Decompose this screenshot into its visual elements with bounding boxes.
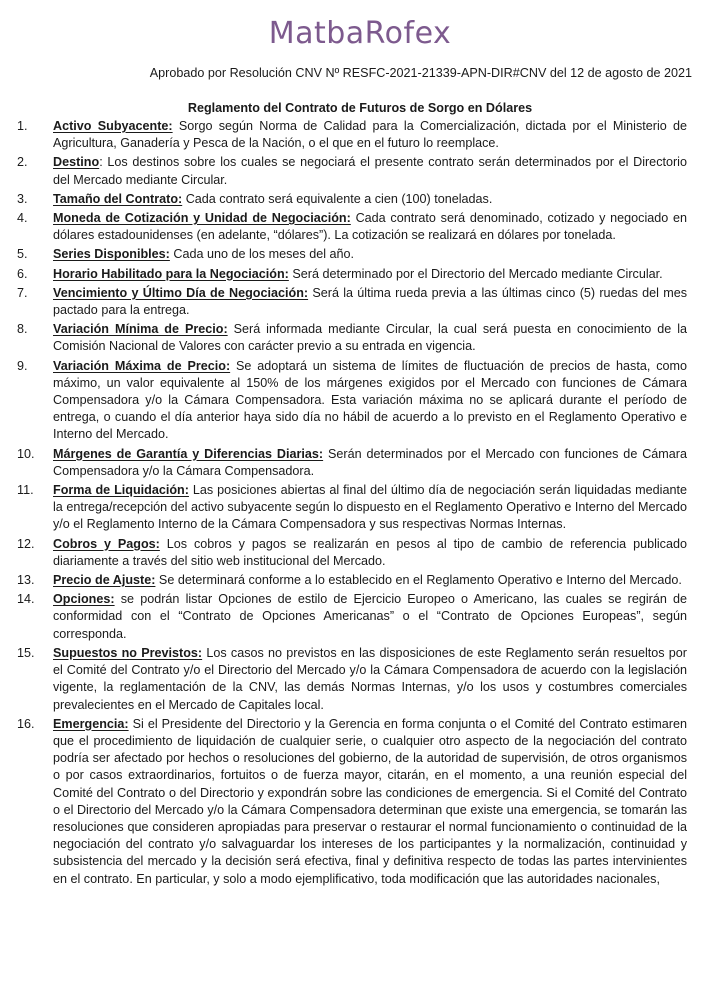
item-text <box>53 246 687 263</box>
item-number: 1. <box>17 119 28 133</box>
list-item <box>0 645 720 714</box>
item-body: Se adoptará un sistema de límites de fluctuación de precios de hasta, como máximo, un valor equivalente al 150% de los márgenes exigidos por el Mercado con funciones de Cámara Compensadora y/o la Cámara Compensadora. Esta variación máxima no se aplicará durante el período de entrega, o cuando el día anterior haya sido día no hábil de acuerdo a lo previsto en el Reglamento Operativo e Interno del Mercado. <box>53 358 687 442</box>
item-term: Vencimiento y Último Día de Negociación: <box>53 285 309 300</box>
item-body: Sorgo según Norma de Calidad para la Comercialización, dictada por el Ministerio de Agricultura, Ganadería y Pesca de la Nación, o el que en el futuro lo reemplace. <box>53 119 688 151</box>
list-item <box>0 154 720 188</box>
item-term: Precio de Ajuste: <box>53 573 156 588</box>
item-term: Opciones: <box>53 592 115 607</box>
item-body: Se determinará conforme a lo establecido en el Reglamento Operativo e Interno del Mercado. <box>155 573 682 588</box>
item-body: Serán determinados por el Mercado con funciones de Cámara Compensadora y/o la Cámara Compensadora. <box>53 446 687 478</box>
item-text <box>53 482 687 534</box>
item-term: Horario Habilitado para la Negociación: <box>53 266 289 281</box>
list-item <box>0 246 720 263</box>
item-body: Los casos no previstos en las disposiciones de este Reglamento serán resueltos por el Comité del Contrato y/o el Directorio del Mercado y/o la Cámara Compensadora de acuerdo con la legislación vigente, la reglamentación de la CNV, las demás Normas Internas, y/o los usos y costumbres comerciales prevalecientes en el Mercado de Capitales local. <box>53 645 687 712</box>
item-body: Será determinado por el Directorio del Mercado mediante Circular. <box>288 266 663 281</box>
item-number: 5. <box>17 247 28 262</box>
item-number: 2. <box>17 155 28 170</box>
list-item <box>0 716 720 888</box>
item-body: Si el Presidente del Directorio y la Gerencia en forma conjunta o el Comité del Contrato estimaren que el procedimiento de liquidación de cualquier serie, o cualquier otro aspecto de la negociación del contrato podría ser afectado por hechos o resoluciones del gobierno, de la autoridad de supervisión, de otros organismos o por casos extraordinarios, fortuitos o de fuerza mayor, citarán, en el momento, a una reunión especial del Comité del Contrato o del Directorio y expondrán sobre las condiciones de emergencia. Si el Comité del Contrato o el Directorio del Mercado y/o la Cámara Compensadora determinan que existe una emergencia, se tomarán las resoluciones que consideren apropiadas para preservar o restaurar el normal funcionamiento o continuidad de la negociación del contrato y/o salvaguardar los intereses de los participantes y la normalización, continuidad y subsistencia del mercado y la decisión será efectiva, final y definitiva respecto de todas las partes intervinientes en el contrato. En particular, y solo a modo ejemplificativo, toda modificación que las autoridades nacionales, <box>53 716 687 886</box>
item-number: 8. <box>17 322 28 337</box>
item-text <box>53 645 687 714</box>
item-number: 12. <box>17 536 35 551</box>
approval-note: Aprobado por Resolución CNV Nº RESFC-2021-21339-APN-DIR#CNV del 12 de agosto de 2021 <box>149 66 692 80</box>
item-text <box>53 285 687 319</box>
item-body: se podrán listar Opciones de estilo de Ejercicio Europeo o Americano, las cuales se regirán de conformidad con el “Contrato de Opciones Americanas” o el “Contrato de Opciones Europeas”, según corresponda. <box>53 592 687 641</box>
list-item <box>0 591 720 643</box>
item-text <box>53 118 687 152</box>
item-text <box>53 358 687 444</box>
item-term: Activo Subyacente: <box>53 119 173 133</box>
list-item <box>0 482 720 534</box>
item-body: Cada uno de los meses del año. <box>169 247 355 262</box>
item-term: Moneda de Cotización y Unidad de Negociación: <box>53 211 351 226</box>
item-body: Será la última rueda previa a las últimas cinco (5) ruedas del mes pactado para la entrega. <box>53 285 687 318</box>
item-text <box>53 446 687 480</box>
list-item <box>0 266 720 283</box>
item-number: 9. <box>17 358 28 373</box>
list-item <box>0 118 720 152</box>
list-item <box>0 210 720 244</box>
item-term: Forma de Liquidación: <box>53 483 189 498</box>
item-term: Variación Máxima de Precio: <box>53 358 231 373</box>
list-item <box>0 446 720 480</box>
regulation-list <box>0 118 720 890</box>
item-body: Será informada mediante Circular, la cual será puesta en conocimiento de la Comisión Nacional de Valores con carácter previo a su entrada en vigencia. <box>53 322 687 354</box>
matbarofex-logo <box>0 16 720 52</box>
item-text <box>53 210 687 244</box>
item-body: Las posiciones abiertas al final del último día de negociación serán liquidadas mediante la entrega/recepción del activo subyacente según lo dispuesto en el Reglamento Operativo e Interno del Mercado y/o el Reglamento Interno de la Cámara Compensadora y sus respectivas Normas Internas. <box>53 483 687 532</box>
item-term: Destino <box>53 155 100 170</box>
item-term: Tamaño del Contrato: <box>53 191 183 206</box>
item-number: 11. <box>17 483 34 498</box>
item-body: Los cobros y pagos se realizarán en pesos al tipo de cambio de referencia publicado diariamente a través del sitio web institucional del Mercado. <box>53 536 687 568</box>
item-number: 16. <box>17 716 35 731</box>
item-number: 6. <box>17 266 28 281</box>
item-number: 4. <box>17 211 28 226</box>
item-text <box>53 191 687 208</box>
list-item <box>0 191 720 208</box>
item-term: Emergencia: <box>53 716 129 731</box>
item-text <box>53 321 687 355</box>
list-item <box>0 536 720 570</box>
item-number: 13. <box>17 573 35 588</box>
list-item <box>0 572 720 589</box>
item-text <box>53 572 687 589</box>
item-body: : Los destinos sobre los cuales se negociará el presente contrato serán determinados por el Directorio del Mercado mediante Circular. <box>53 155 687 187</box>
list-item <box>0 285 720 319</box>
item-text <box>53 154 687 188</box>
item-text <box>53 266 687 283</box>
item-term: Márgenes de Garantía y Diferencias Diarias: <box>53 446 324 461</box>
item-number: 10. <box>17 446 35 461</box>
item-term: Variación Mínima de Precio: <box>53 322 228 337</box>
logo-text: MatbaRofex <box>268 16 452 51</box>
item-text <box>53 536 687 570</box>
list-item <box>0 358 720 444</box>
item-number: 7. <box>17 285 28 300</box>
item-number: 15. <box>17 645 35 660</box>
list-item <box>0 321 720 355</box>
item-term: Series Disponibles: <box>53 247 170 262</box>
item-text <box>53 716 687 888</box>
item-number: 3. <box>17 191 28 206</box>
item-term: Supuestos no Previstos: <box>53 645 203 660</box>
item-body: Cada contrato será denominado, cotizado y negociado en dólares estadounidenses (en adelante, “dólares”). La cotización se realizará en dólares por tonelada. <box>53 211 687 243</box>
item-body: Cada contrato será equivalente a cien (100) toneladas. <box>182 191 493 206</box>
item-number: 14. <box>17 592 35 607</box>
item-term: Cobros y Pagos: <box>53 536 160 551</box>
document-title: Reglamento del Contrato de Futuros de Sorgo en Dólares <box>187 101 533 115</box>
item-text <box>53 591 687 643</box>
